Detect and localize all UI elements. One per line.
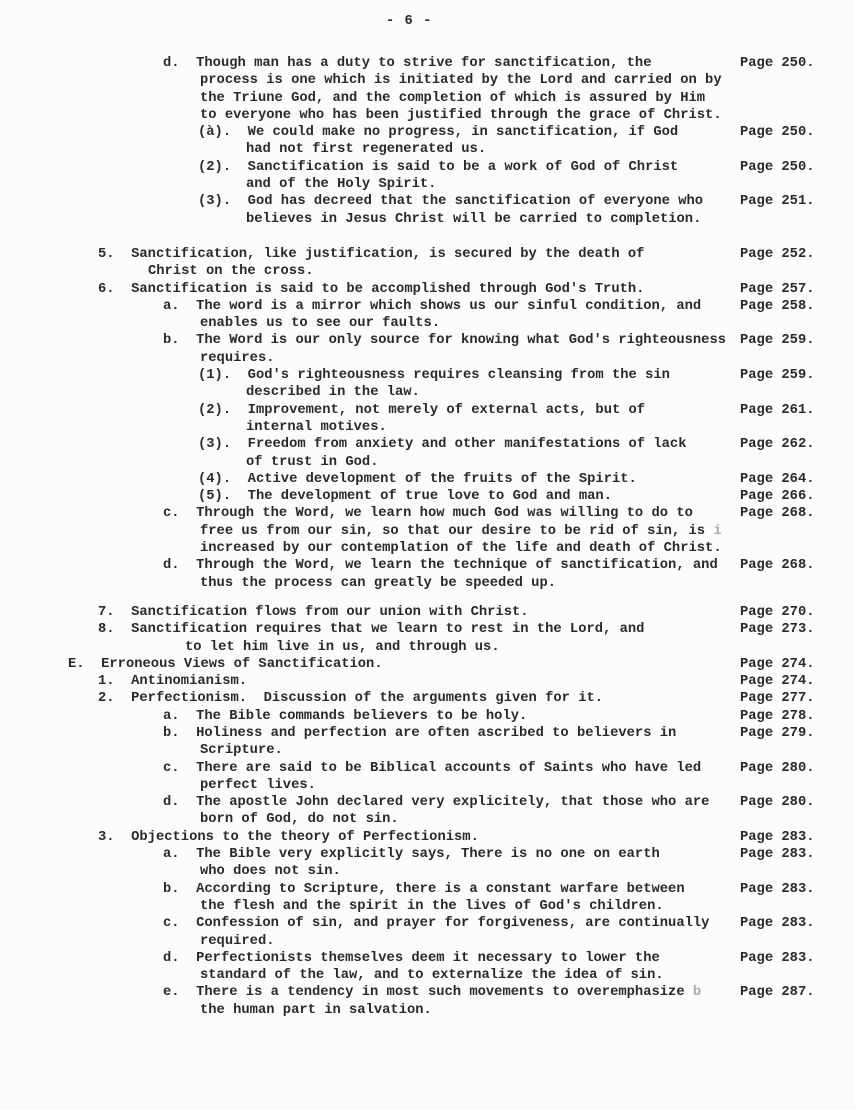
outline-text-wrap xyxy=(198,402,645,419)
page-reference: Page 259. xyxy=(740,368,815,384)
outline-line xyxy=(0,557,855,574)
outline-line xyxy=(0,760,855,777)
outline-text: d. Perfectionists themselves deem it necessary to lower the xyxy=(163,950,660,966)
outline-line xyxy=(0,794,855,811)
outline-text-wrap xyxy=(163,298,701,315)
outline-text-wrap xyxy=(200,933,275,950)
outline-text: a. The Bible commands believers to be holy. xyxy=(163,708,528,724)
outline-text-wrap xyxy=(98,621,644,638)
outline-text-wrap xyxy=(163,505,693,522)
outline-text-wrap xyxy=(200,575,556,592)
outline-text: 8. Sanctification requires that we learn to rest in the Lord, and xyxy=(98,622,645,638)
outline-line xyxy=(0,141,855,158)
outline-text: (4). Active development of the fruits of the Spirit. xyxy=(198,471,637,487)
outline-text-wrap xyxy=(246,141,486,158)
outline-text-wrap xyxy=(246,176,436,193)
outline-text-wrap xyxy=(198,471,637,488)
outline-text: the human part in salvation. xyxy=(200,1002,432,1018)
page-reference: Page 283. xyxy=(740,847,815,863)
outline-lines xyxy=(0,55,855,1019)
outline-line xyxy=(0,159,855,176)
outline-text: b. The Word is our only source for knowing what God's righteousness xyxy=(163,333,727,349)
page-reference: Page 287. xyxy=(740,985,815,1001)
outline-line xyxy=(0,708,855,725)
outline-line xyxy=(0,984,855,1001)
outline-text-wrap xyxy=(200,107,722,124)
blank-line xyxy=(0,228,855,246)
outline-text: a. The Bible very explicitly says, There is no one on earth xyxy=(163,847,660,863)
outline-line xyxy=(0,454,855,471)
outline-line xyxy=(0,829,855,846)
outline-text: c. Confession of sin, and prayer for forgiveness, are continually xyxy=(163,916,710,932)
outline-text: believes in Jesus Christ will be carried to completion. xyxy=(246,211,702,227)
page-reference: Page 261. xyxy=(740,402,815,418)
outline-text: required. xyxy=(200,933,275,949)
outline-text-wrap xyxy=(68,656,383,673)
outline-text-wrap xyxy=(200,1002,432,1019)
outline-text: 7. Sanctification flows from our union with Christ. xyxy=(98,604,529,620)
outline-text: free us from our sin, so that our desire to be rid of sin, is xyxy=(200,523,706,539)
outline-line xyxy=(0,604,855,621)
outline-text: the flesh and the spirit in the lives of God's children. xyxy=(200,898,664,914)
outline-text: and of the Holy Spirit. xyxy=(246,177,437,193)
outline-text-wrap xyxy=(198,488,612,505)
page-reference: Page 251. xyxy=(740,194,815,210)
outline-text-wrap xyxy=(98,281,644,298)
page-reference: Page 278. xyxy=(740,708,815,724)
outline-text: the Triune God, and the completion of which is assured by Him xyxy=(200,90,706,106)
outline-line xyxy=(0,90,855,107)
outline-line xyxy=(0,950,855,967)
page-reference: Page 280. xyxy=(740,795,815,811)
outline-line xyxy=(0,742,855,759)
outline-text: 1. Antinomianism. xyxy=(98,674,248,690)
outline-line xyxy=(0,881,855,898)
outline-line xyxy=(0,471,855,488)
outline-text: of trust in God. xyxy=(246,454,379,470)
outline-text: E. Erroneous Views of Sanctification. xyxy=(68,656,383,672)
outline-text-wrap xyxy=(200,811,399,828)
outline-text: c. There are said to be Biblical accounts of Saints who have led xyxy=(163,760,702,776)
page-reference: Page 273. xyxy=(740,622,815,638)
outline-text-wrap xyxy=(98,829,479,846)
outline-text-wrap xyxy=(200,523,722,540)
outline-text-wrap xyxy=(163,760,701,777)
outline-line xyxy=(0,436,855,453)
outline-text: b. Holiness and perfection are often ascribed to believers in xyxy=(163,725,677,741)
outline-text-wrap xyxy=(163,708,527,725)
outline-text: e. There is a tendency in most such movements to overemphasize xyxy=(163,985,685,1001)
outline-text-wrap xyxy=(200,315,440,332)
outline-line xyxy=(0,575,855,592)
page-reference: Page 250. xyxy=(740,125,815,141)
outline-text-wrap xyxy=(200,777,316,794)
outline-text-wrap xyxy=(198,367,670,384)
outline-text: a. The word is a mirror which shows us our sinful condition, and xyxy=(163,298,702,314)
outline-text-wrap xyxy=(163,725,676,742)
outline-line xyxy=(0,846,855,863)
outline-text: (à). We could make no progress, in sanctification, if God xyxy=(198,125,679,141)
outline-line xyxy=(0,811,855,828)
page-reference: Page 258. xyxy=(740,298,815,314)
outline-line xyxy=(0,488,855,505)
outline-line xyxy=(0,332,855,349)
outline-text-wrap xyxy=(198,436,687,453)
page-reference: Page 250. xyxy=(740,56,815,71)
outline-text-wrap xyxy=(163,55,652,72)
outline-text: d. Through the Word, we learn the technique of sanctification, and xyxy=(163,558,718,574)
outline-text-wrap xyxy=(246,384,420,401)
outline-text: c. Through the Word, we learn how much God was willing to do to xyxy=(163,506,693,522)
page-reference: Page 257. xyxy=(740,281,815,297)
faint-typewriter-fragment: i xyxy=(705,523,722,539)
outline-line xyxy=(0,315,855,332)
outline-line xyxy=(0,505,855,522)
page-reference: Page 259. xyxy=(740,333,815,349)
outline-line xyxy=(0,673,855,690)
outline-text: requires. xyxy=(200,350,275,366)
outline-text: (1). God's righteousness requires cleansing from the sin xyxy=(198,368,670,384)
outline-line xyxy=(0,915,855,932)
outline-text-wrap xyxy=(200,863,341,880)
outline-text: d. Though man has a duty to strive for sanctification, the xyxy=(163,56,652,71)
outline-line xyxy=(0,72,855,89)
outline-text-wrap xyxy=(163,794,709,811)
outline-text: standard of the law, and to externalize the idea of sin. xyxy=(200,968,664,984)
outline-text-wrap xyxy=(200,72,722,89)
outline-text-wrap xyxy=(200,90,705,107)
outline-text: b. According to Scripture, there is a constant warfare between xyxy=(163,881,685,897)
outline-text-wrap xyxy=(198,159,678,176)
page-reference: Page 262. xyxy=(740,437,815,453)
page-reference: Page 268. xyxy=(740,506,815,522)
page-reference: Page 283. xyxy=(740,881,815,897)
outline-line xyxy=(0,107,855,124)
outline-text-wrap xyxy=(246,454,378,471)
outline-text: enables us to see our faults. xyxy=(200,316,441,332)
page-reference: Page 252. xyxy=(740,246,815,262)
outline-line xyxy=(0,690,855,707)
outline-text-wrap xyxy=(246,211,701,228)
outline-text-wrap xyxy=(200,350,275,367)
page-reference: Page 268. xyxy=(740,558,815,574)
outline-text: thus the process can greatly be speeded up. xyxy=(200,575,557,591)
page-reference: Page 279. xyxy=(740,725,815,741)
outline-text-wrap xyxy=(185,639,500,656)
outline-text: increased by our contemplation of the life and death of Christ. xyxy=(200,541,722,557)
outline-line xyxy=(0,350,855,367)
outline-text-wrap xyxy=(246,419,387,436)
outline-line xyxy=(0,523,855,540)
outline-text: had not first regenerated us. xyxy=(246,142,487,158)
page-reference: Page 280. xyxy=(740,760,815,776)
outline-text: 5. Sanctification, like justification, is secured by the death of xyxy=(98,246,645,262)
page-reference: Page 250. xyxy=(740,159,815,175)
outline-text-wrap xyxy=(98,246,644,263)
outline-text: perfect lives. xyxy=(200,777,316,793)
outline-text-wrap xyxy=(98,673,247,690)
outline-text: internal motives. xyxy=(246,419,387,435)
outline-text-wrap xyxy=(200,742,283,759)
blank-line xyxy=(0,592,855,604)
outline-line xyxy=(0,298,855,315)
outline-text: 6. Sanctification is said to be accomplished through God's Truth. xyxy=(98,281,645,297)
page-reference: Page 264. xyxy=(740,471,815,487)
outline-line xyxy=(0,933,855,950)
outline-line xyxy=(0,367,855,384)
outline-text: to let him live in us, and through us. xyxy=(185,639,500,655)
outline-text-wrap xyxy=(200,898,664,915)
outline-text: (2). Improvement, not merely of external acts, but of xyxy=(198,402,646,418)
outline-text: (2). Sanctification is said to be a work of God of Christ xyxy=(198,159,679,175)
outline-line xyxy=(0,55,855,72)
page-reference: Page 283. xyxy=(740,829,815,845)
outline-text: d. The apostle John declared very explicitely, that those who are xyxy=(163,795,710,811)
outline-text: who does not sin. xyxy=(200,864,341,880)
page-reference: Page 274. xyxy=(740,674,815,690)
outline-line xyxy=(0,656,855,673)
outline-text-wrap xyxy=(163,557,718,574)
page-reference: Page 283. xyxy=(740,916,815,932)
outline-text-wrap xyxy=(198,193,703,210)
outline-line xyxy=(0,621,855,638)
outline-text-wrap xyxy=(163,950,660,967)
page-reference: Page 270. xyxy=(740,604,815,620)
outline-text: 2. Perfectionism. Discussion of the arguments given for it. xyxy=(98,691,604,707)
outline-text: process is one which is initiated by the Lord and carried on by xyxy=(200,73,722,89)
outline-text: born of God, do not sin. xyxy=(200,812,399,828)
outline-line xyxy=(0,967,855,984)
outline-line xyxy=(0,281,855,298)
outline-text: to everyone who has been justified through the grace of Christ. xyxy=(200,107,722,123)
outline-line xyxy=(0,246,855,263)
outline-text-wrap xyxy=(98,690,603,707)
outline-text-wrap xyxy=(98,604,529,621)
outline-text-wrap xyxy=(163,332,726,349)
outline-text-wrap xyxy=(200,967,664,984)
outline-text: (5). The development of true love to God and man. xyxy=(198,489,612,505)
faint-typewriter-fragment: b xyxy=(684,985,702,1001)
outline-line xyxy=(0,419,855,436)
outline-text-wrap xyxy=(200,540,722,557)
outline-text: Scripture. xyxy=(200,743,283,759)
outline-line xyxy=(0,639,855,656)
outline-line xyxy=(0,402,855,419)
outline-line xyxy=(0,193,855,210)
outline-text-wrap xyxy=(198,124,678,141)
page-reference: Page 283. xyxy=(740,950,815,966)
outline-text: (3). Freedom from anxiety and other manifestations of lack xyxy=(198,437,687,453)
outline-line xyxy=(0,384,855,401)
outline-text: described in the law. xyxy=(246,385,420,401)
outline-line xyxy=(0,540,855,557)
outline-line xyxy=(0,898,855,915)
outline-text-wrap xyxy=(148,263,314,280)
page-number-header: - 6 - xyxy=(386,14,433,29)
outline-text: Christ on the cross. xyxy=(148,264,314,280)
outline-text-wrap xyxy=(163,984,701,1001)
outline-line xyxy=(0,725,855,742)
outline-line xyxy=(0,777,855,794)
outline-text: (3). God has decreed that the sanctification of everyone who xyxy=(198,194,704,210)
outline-text-wrap xyxy=(163,846,660,863)
page-reference: Page 274. xyxy=(740,656,815,672)
page-reference: Page 277. xyxy=(740,691,815,707)
outline-text: 3. Objections to the theory of Perfectionism. xyxy=(98,829,479,845)
page-reference: Page 266. xyxy=(740,489,815,505)
outline-line xyxy=(0,263,855,280)
outline-line xyxy=(0,176,855,193)
outline-line xyxy=(0,863,855,880)
outline-text-wrap xyxy=(163,915,709,932)
outline-line xyxy=(0,211,855,228)
outline-text-wrap xyxy=(163,881,685,898)
outline-line xyxy=(0,124,855,141)
outline-line xyxy=(0,1002,855,1019)
